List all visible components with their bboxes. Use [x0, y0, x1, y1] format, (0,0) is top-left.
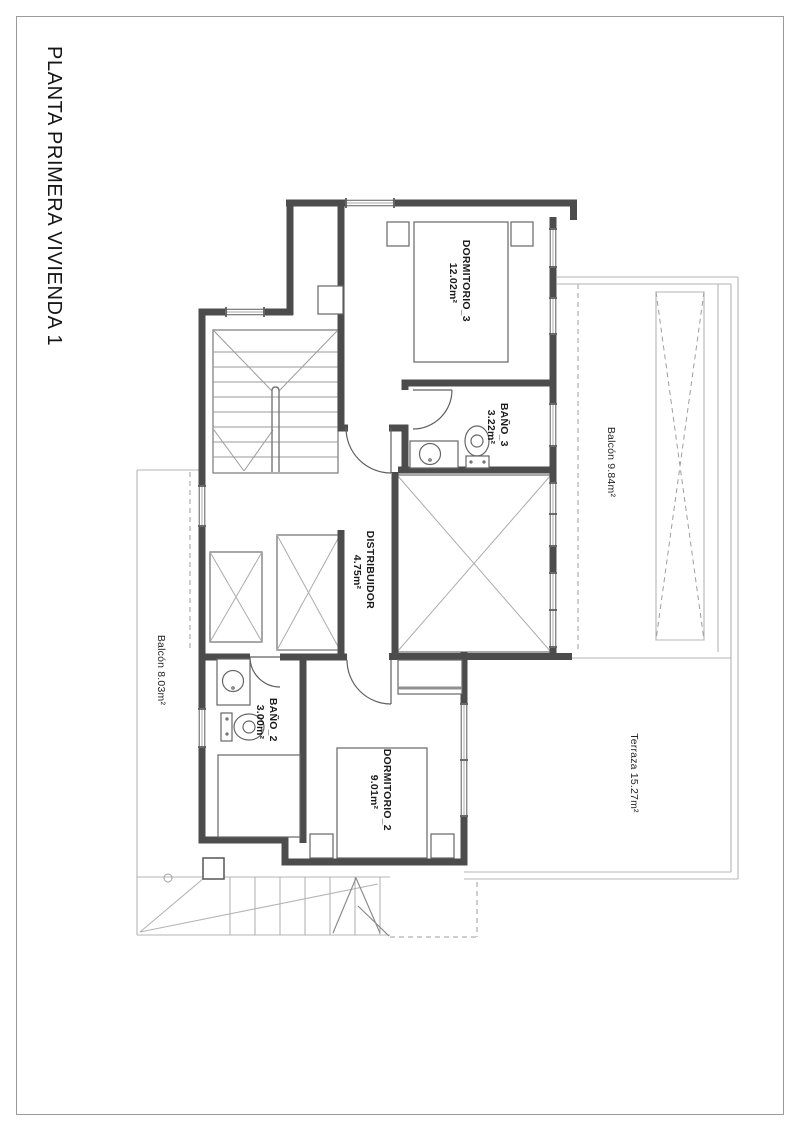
window-top-dorm3	[345, 198, 395, 208]
label-terraza: Terraza 15.27m²	[628, 733, 640, 813]
door-dorm3	[346, 428, 391, 473]
plan-title: PLANTA PRIMERA VIVIENDA 1	[43, 46, 65, 347]
pilaster	[318, 286, 343, 314]
floor-void	[397, 475, 551, 652]
exterior-stair-break-lines	[333, 878, 389, 936]
nightstand	[431, 834, 454, 858]
left-balcony-outline	[137, 470, 202, 935]
right-balcony-outline	[557, 277, 738, 879]
sink-bano3	[410, 441, 458, 468]
window-distribuidor-east-1	[549, 482, 558, 547]
pergola-cross-dashed	[656, 292, 704, 640]
door-bano2	[250, 657, 280, 687]
window-bano2-west	[198, 708, 207, 748]
window-dorm3-east-1	[549, 228, 558, 268]
window-upper-west	[225, 307, 265, 317]
label-dormitorio-2: DORMITORIO_2 9.01m²	[368, 748, 393, 831]
lower-projection-dashed	[390, 882, 477, 937]
terrace-outline	[464, 872, 738, 879]
exterior-stair-treads	[230, 877, 380, 935]
door-dorm2	[347, 660, 391, 704]
dorm2-closet	[398, 660, 462, 694]
window-west-hall	[198, 485, 207, 527]
pillar	[203, 858, 224, 879]
window-bano3-east	[549, 403, 558, 447]
label-dormitorio-3: DORMITORIO_3 12.02m²	[447, 239, 472, 322]
exterior-stair-edges	[137, 877, 390, 935]
window-distribuidor-east-2	[549, 572, 558, 648]
label-bano-3: BAÑO_3 3.22m²	[485, 402, 510, 447]
label-distribuidor: DISTRIBUIDOR 4.75m²	[351, 530, 376, 609]
nightstand	[511, 222, 533, 246]
shower-tray	[218, 755, 300, 837]
door-bano3	[413, 390, 452, 429]
sink-bano2	[217, 659, 250, 705]
label-bano-2: BAÑO_2 3.00m²	[254, 697, 279, 742]
window-dorm2-east	[460, 703, 469, 817]
nightstand	[387, 222, 409, 246]
label-balcon-right: Balcón 9.84m²	[605, 426, 617, 498]
staircase	[213, 330, 338, 473]
wall-corridor-south	[306, 657, 572, 658]
label-balcon-left: Balcón 8.03m²	[155, 634, 167, 706]
wardrobe-left	[210, 552, 262, 642]
window-dorm3-east-2	[549, 297, 558, 335]
drain-symbol	[164, 874, 172, 882]
wardrobe-right	[277, 535, 340, 650]
stair-railing	[272, 387, 279, 472]
nightstand	[310, 834, 333, 858]
exterior-stair-diagonals	[140, 878, 378, 932]
